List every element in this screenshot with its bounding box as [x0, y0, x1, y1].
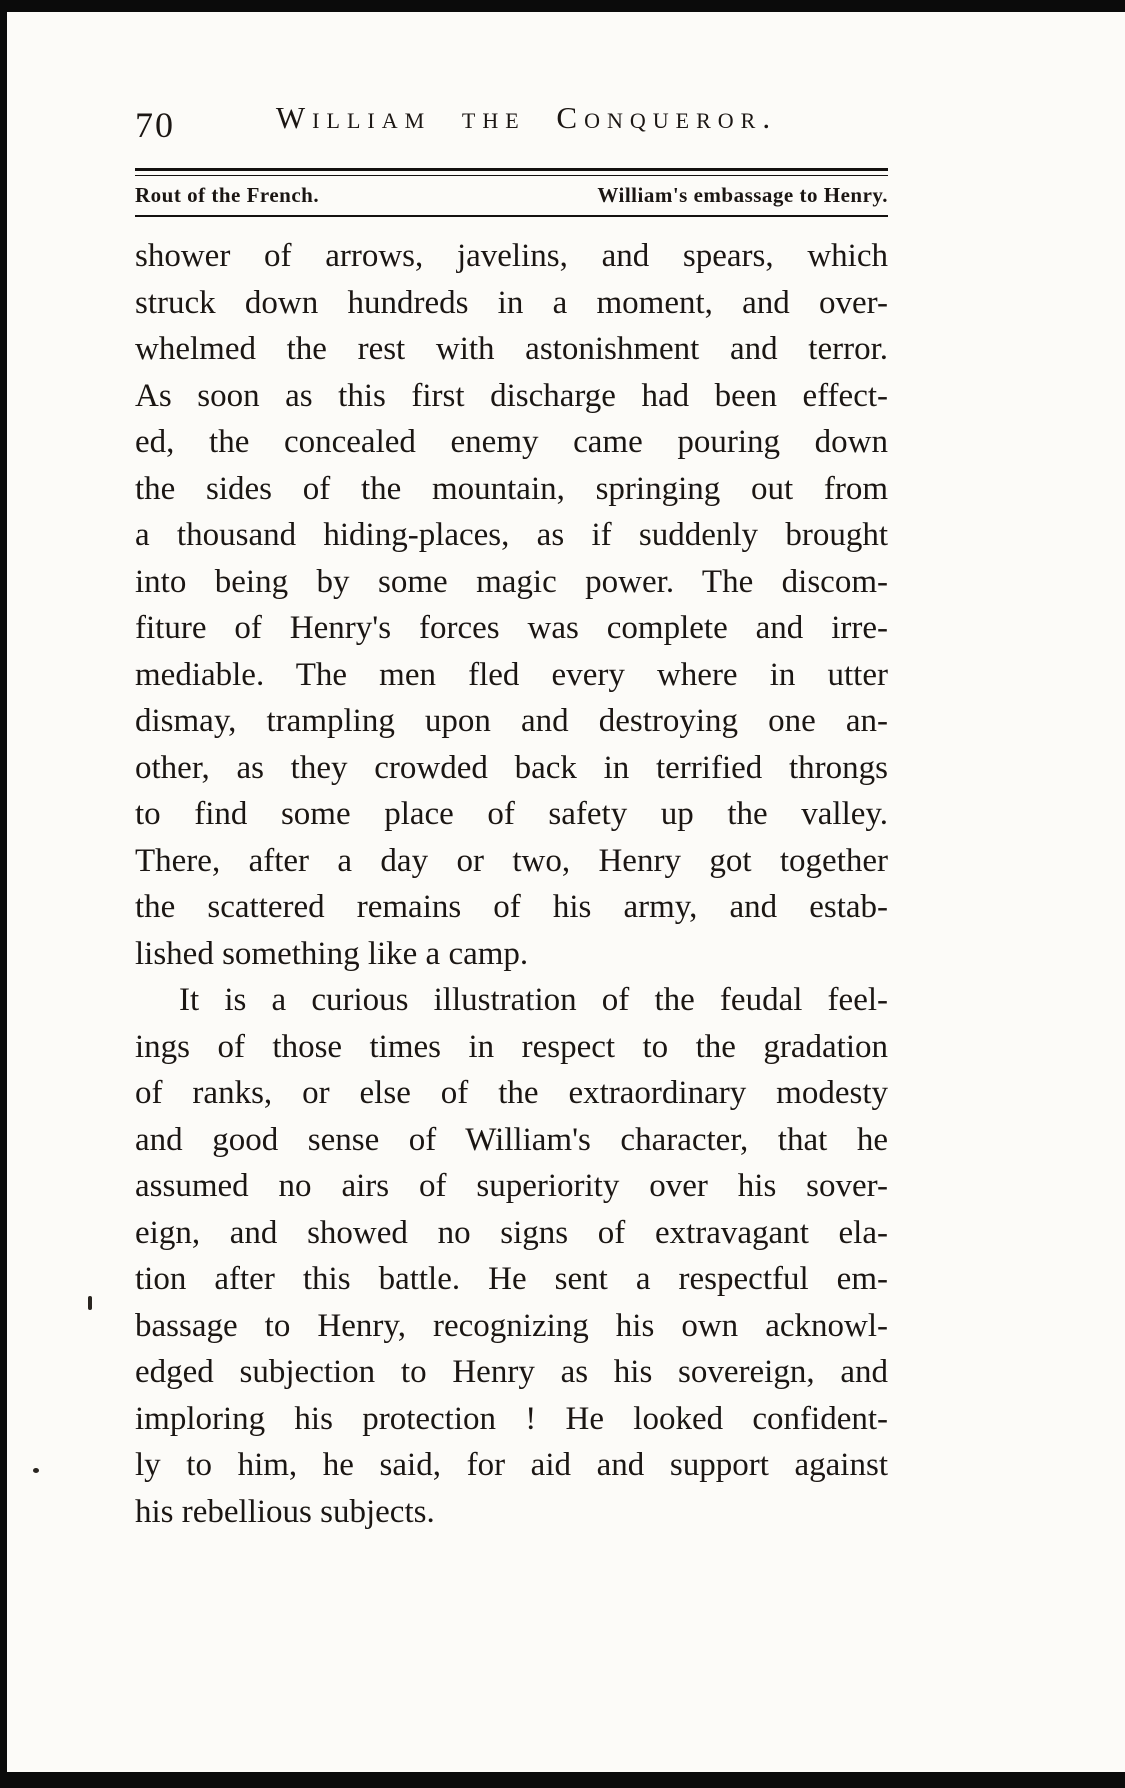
text-line: imploring his protection ! He looked confident-	[135, 1400, 888, 1437]
paragraph	[135, 233, 888, 977]
scan-edge-top	[0, 0, 1125, 12]
text-line: ly to him, he said, for aid and support against	[135, 1447, 888, 1483]
text-line: and good sense of William's character, that he	[135, 1121, 888, 1158]
running-head-right: William's embassage to Henry.	[597, 183, 888, 207]
text-line: lished something like a camp.	[135, 935, 529, 972]
text-line: bassage to Henry, recognizing his own acknowl-	[135, 1307, 888, 1344]
ink-speck	[33, 1468, 39, 1473]
running-heads	[135, 183, 888, 208]
text-line: other, as they crowded back in terrified throngs	[135, 749, 888, 786]
page-content	[135, 100, 888, 1535]
ink-speck	[88, 1296, 92, 1310]
text-line: a thousand hiding-places, as if suddenly brought	[135, 517, 888, 553]
text-line: tion after this battle. He sent a respectful em-	[135, 1261, 888, 1297]
text-line: As soon as this first discharge had been effect-	[135, 377, 888, 414]
running-head-left: Rout of the French.	[135, 183, 320, 207]
paragraph	[135, 977, 888, 1535]
page-number: 70	[135, 105, 175, 145]
text-line: his rebellious subjects.	[135, 1493, 435, 1530]
text-line: to find some place of safety up the valley.	[135, 796, 888, 832]
text-line: struck down hundreds in a moment, and over-	[135, 284, 888, 321]
double-rule	[135, 168, 888, 176]
text-line: edged subjection to Henry as his sovereign, and	[135, 1354, 888, 1390]
scan-edge-left	[0, 0, 7, 1788]
text-line: shower of arrows, javelins, and spears, which	[135, 238, 888, 274]
text-line: ings of those times in respect to the gradation	[135, 1028, 888, 1065]
text-line: eign, and showed no signs of extravagant ela-	[135, 1214, 888, 1251]
text-line: dismay, trampling upon and destroying one an-	[135, 703, 888, 739]
text-line: There, after a day or two, Henry got together	[135, 842, 888, 879]
text-line: fiture of Henry's forces was complete and irre-	[135, 610, 888, 646]
text-line: of ranks, or else of the extraordinary modesty	[135, 1075, 888, 1111]
single-rule	[135, 215, 888, 217]
book-title: William the Conqueror.	[275, 100, 778, 135]
text-line: mediable. The men fled every where in utter	[135, 656, 888, 693]
text-line: assumed no airs of superiority over his sover-	[135, 1168, 888, 1204]
text-line: the scattered remains of his army, and estab-	[135, 889, 888, 925]
body-text	[135, 233, 888, 1535]
text-line: whelmed the rest with astonishment and terror.	[135, 331, 888, 367]
page-header	[135, 100, 888, 148]
scan-edge-bottom	[0, 1772, 1125, 1788]
text-line: ed, the concealed enemy came pouring down	[135, 424, 888, 460]
text-line: into being by some magic power. The discom-	[135, 563, 888, 600]
text-line: It is a curious illustration of the feudal feel-	[179, 982, 888, 1018]
text-line: the sides of the mountain, springing out from	[135, 470, 888, 507]
